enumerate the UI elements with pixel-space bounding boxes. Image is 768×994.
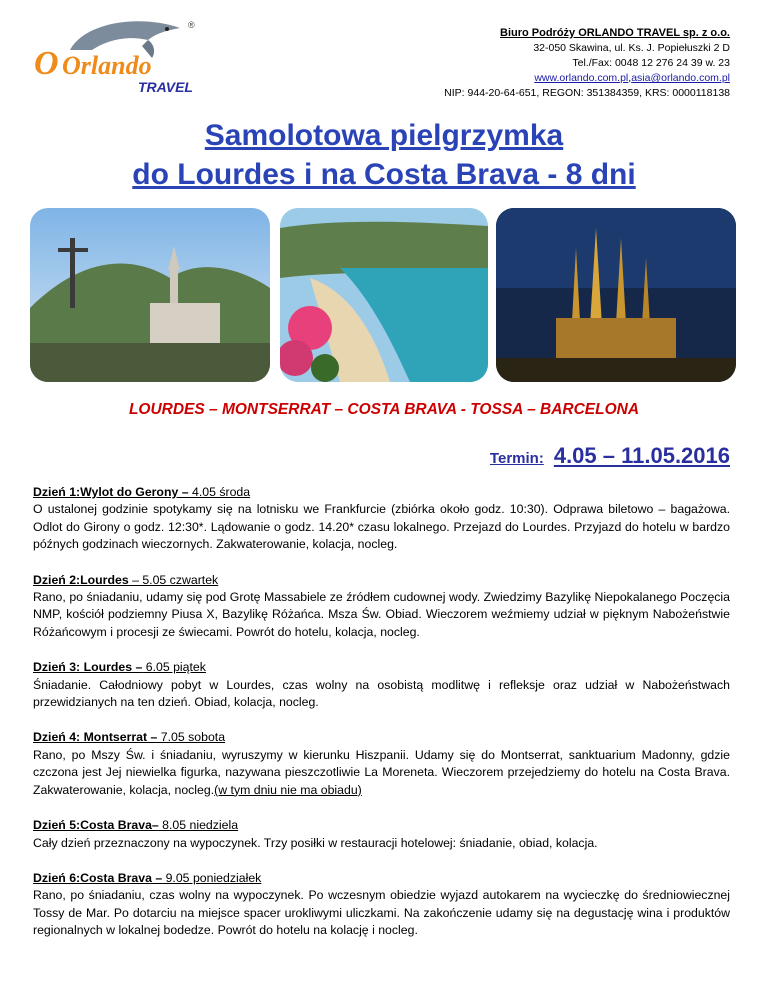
- day-text: Cały dzień przeznaczony na wypoczynek. Trzy posiłki w restauracji hotelowej: śniadanie, obiad, kolacja.: [33, 835, 598, 850]
- day-text: [33, 747, 730, 799]
- title-line-1: Samolotowa pielgrzymka: [204, 119, 564, 152]
- day-label: Dzień 5:Costa Brava–: [33, 818, 159, 833]
- svg-text:Orlando: Orlando: [62, 51, 152, 80]
- termin-date: 4.05 – 11.05.2016: [553, 443, 730, 468]
- company-web: www.orlando.com.pl,asia@orlando.com.pl: [534, 72, 730, 84]
- svg-text:TRAVEL: TRAVEL: [138, 79, 193, 95]
- day-label: Dzień 1:Wylot do Gerony –: [33, 485, 189, 499]
- day-4: [33, 729, 730, 799]
- day-date: 6.05 piątek: [142, 660, 206, 675]
- company-registry: NIP: 944-20-64-651, REGON: 351384359, KRS: 0000118138: [444, 87, 730, 99]
- day-label: Dzień 2:Lourdes: [33, 572, 129, 587]
- day-date: 8.05 niedziela: [158, 818, 239, 833]
- svg-text:®: ®: [188, 20, 195, 30]
- costa-brava-photo: [280, 208, 488, 382]
- day-note: (w tym dniu nie ma obiadu): [214, 782, 362, 797]
- website-link[interactable]: www.orlando.com.pl: [534, 72, 629, 84]
- day-date: 7.05 sobota: [157, 730, 226, 745]
- day-date: 9.05 poniedziałek: [162, 870, 262, 885]
- company-address: 32-050 Skawina, ul. Ks. J. Popiełuszki 2 D: [533, 42, 730, 54]
- day-2: [33, 572, 730, 642]
- day-3: [33, 659, 730, 711]
- day-label: Dzień 3: Lourdes –: [33, 660, 143, 675]
- lourdes-photo: [30, 208, 270, 382]
- day-text: Rano, po śniadaniu, czas wolny na wypoczynek. Po wczesnym obiedzie wyjazd autokarem na wycieczkę do średniowiecznej Tossy de Mar. Po dotarciu na miejsce spacer urokliwymi uliczkami. Na zakończenie udamy się na degustację wina i produktów regionalnych w lokalnej bodedze. Powrót do hotelu na kolację i nocleg.: [33, 888, 730, 938]
- itinerary: [33, 484, 730, 958]
- termin-label: Termin:: [489, 450, 544, 467]
- day-label: Dzień 4: Montserrat –: [33, 730, 158, 745]
- day-1: [33, 484, 730, 554]
- day-label: Dzień 6:Costa Brava –: [33, 870, 163, 885]
- day-date: – 5.05 czwartek: [128, 572, 219, 587]
- svg-text:O: O: [34, 45, 59, 82]
- dolphin-logo-icon: [30, 14, 220, 104]
- day-text: Śniadanie. Całodniowy pobyt w Lourdes, czas wolny na osobistą modlitwę i refleksje oraz udział w Nabożeństwach przewidzianych na ten dzień. Obiad, kolacja, nocleg.: [33, 677, 730, 710]
- termin: [490, 443, 730, 469]
- email-link[interactable]: asia@orlando.com.pl: [631, 72, 730, 84]
- day-text: O ustalonej godzinie spotykamy się na lotnisku we Frankfurcie (zbiórka około godz. 10:30). Odprawa biletowo – bagażowa. Odlot do Girony o godz. 12:30*. Lądowanie o godz. 14.20* czasu lokalnego. Przejazd do Lourdes. Przyjazd do hotelu w bardzo późnych godzinach wieczornych. Zakwaterowanie, kolacja, nocleg.: [33, 502, 730, 552]
- company-name: Biuro Podróży ORLANDO TRAVEL sp. z o.o.: [500, 27, 730, 39]
- day-text-body: Rano, po Mszy Św. i śniadaniu, wyruszymy w kierunku Hiszpanii. Udamy się do Montserrat, sanktuarium Madonny, gdzie czczona jest Jej niewielka figurka, nazywana pieszczotliwie La Moreneta. Wieczorem przejedziemy do hotelu na Costa Brava. Zakwaterowanie, kolacja, nocleg.: [33, 747, 730, 797]
- day-date: 4.05 środa: [188, 485, 251, 499]
- company-info: [444, 26, 730, 101]
- route-heading: LOURDES – MONTSERRAT – COSTA BRAVA - TOSSA – BARCELONA: [128, 401, 640, 418]
- title-line-2: do Lourdes i na Costa Brava - 8 dni: [132, 158, 636, 191]
- day-text: Rano, po śniadaniu, udamy się pod Grotę Massabiele ze źródłem cudownej wody. Zwiedzimy Bazylikę Niepokalanego Poczęcia NMP, kościół podziemny Piusa X, Bazylikę Różańca. Msza Św. Obiad. Wieczorem weźmiemy udział w pięknym Nabożeństwie Różańcowym i procesji ze świecami. Powrót do hotelu, kolacja, nocleg.: [33, 590, 730, 639]
- day-5: [33, 817, 730, 852]
- day-6: [33, 870, 730, 940]
- barcelona-photo: [496, 208, 736, 382]
- company-logo: [30, 14, 220, 104]
- page-title: [0, 116, 768, 194]
- company-phone: Tel./Fax: 0048 12 276 24 39 w. 23: [572, 57, 730, 69]
